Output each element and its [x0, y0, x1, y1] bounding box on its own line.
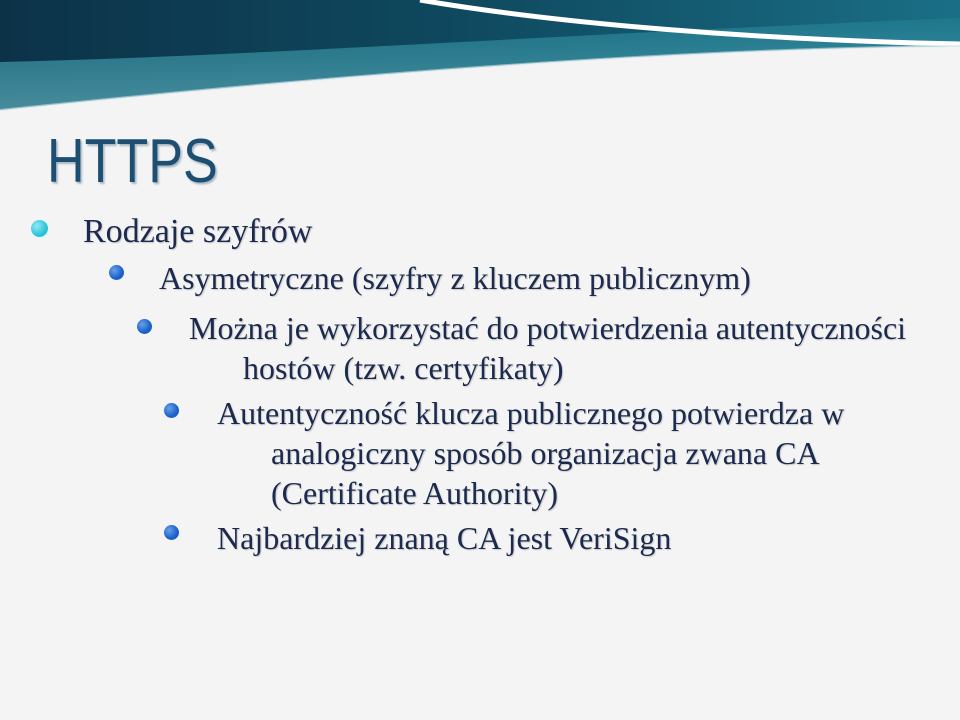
bullet-text-continuation: hostów (tzw. certyfikaty)	[243, 350, 564, 386]
bullet-text: Autentyczność klucza publicznego potwierdza w	[217, 395, 845, 431]
bullet-dot-icon	[164, 403, 179, 418]
bullet-dot-icon	[164, 525, 179, 540]
slide-title: HTTPS	[47, 127, 218, 196]
bullet-text: Asymetryczne (szyfry z kluczem publicznym)	[159, 260, 751, 296]
bullet-dot-icon	[137, 319, 152, 334]
bullet-text: Rodzaje szyfrów	[83, 213, 313, 250]
bullet-item-level4	[217, 393, 844, 513]
bullet-text: Najbardziej znaną CA jest VeriSign	[217, 520, 672, 556]
bullet-text-continuation: (Certificate Authority)	[271, 475, 559, 511]
bullet-item-level2	[159, 258, 751, 298]
bullet-text: Można je wykorzystać do potwierdzenia autentyczności	[189, 310, 907, 346]
bullet-dot-icon	[109, 265, 124, 280]
bullet-item-level3	[189, 308, 906, 388]
bullet-dot-icon	[31, 220, 48, 237]
header-banner	[0, 0, 960, 112]
bullet-item-level4	[217, 518, 671, 558]
bullet-text-continuation: analogiczny sposób organizacja zwana CA	[271, 435, 820, 471]
bullet-item-level1	[83, 212, 312, 252]
